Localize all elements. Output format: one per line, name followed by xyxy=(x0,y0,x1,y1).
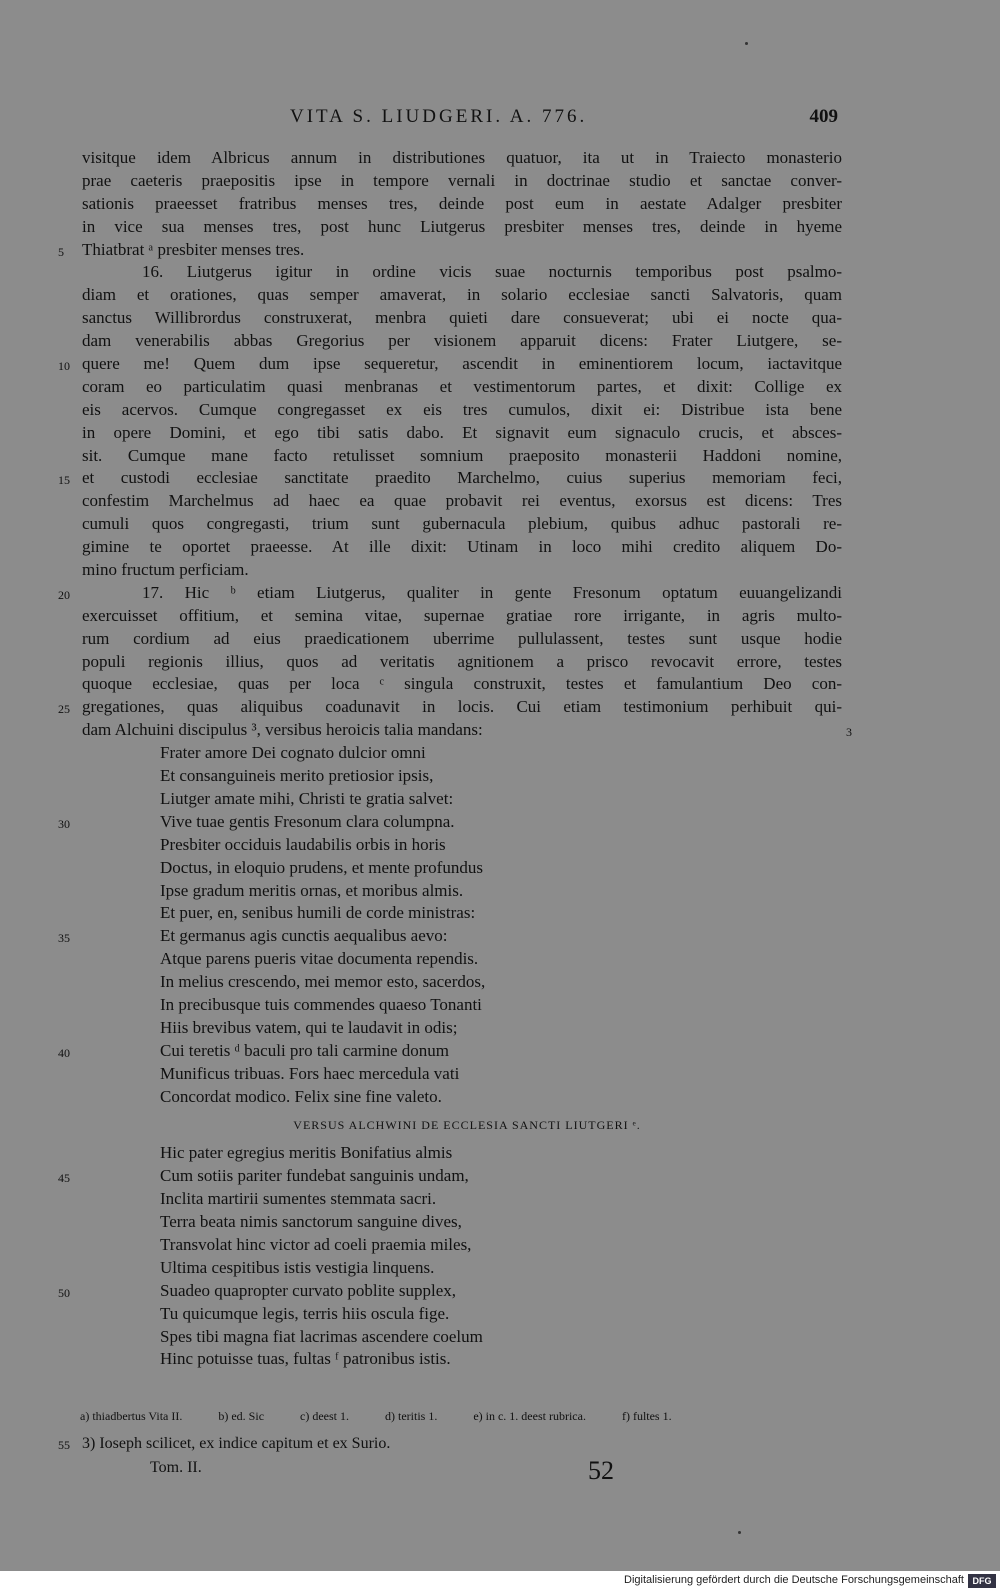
line-text: Liutger amate mihi, Christi te gratia salvet: xyxy=(160,788,454,808)
line-text: et custodi ecclesiae sanctitate praedito Marchelmo, cuius superius memoriam feci, xyxy=(82,468,842,488)
text-line xyxy=(82,719,852,742)
digitization-footer xyxy=(0,1571,1000,1591)
verse-line xyxy=(58,811,842,834)
footnote-3 xyxy=(58,1435,391,1453)
verse-line xyxy=(82,902,842,925)
footnote: d) teritis 1. xyxy=(385,1409,438,1423)
line-text: In precibusque tuis commendes quaeso Tonanti xyxy=(160,994,482,1014)
line-text: Suadeo quapropter curvato poblite supplex, xyxy=(160,1280,457,1300)
footnote: c) deest 1. xyxy=(300,1409,349,1423)
line-text: Hiis brevibus vatem, qui te laudavit in odis; xyxy=(160,1017,458,1037)
text-line xyxy=(58,239,842,262)
line-number: 50 xyxy=(58,1285,70,1300)
line-text: Cui teretis ᵈ baculi pro tali carmine donum xyxy=(160,1040,450,1060)
verse-line xyxy=(82,765,842,788)
text-line xyxy=(82,513,842,536)
footnote: f) fultes 1. xyxy=(621,1409,672,1423)
text-line xyxy=(82,651,842,674)
verse-line xyxy=(82,1303,842,1326)
line-text: quoque ecclesiae, quas per loca ᶜ singula construxit, testes et famulantium Deo con- xyxy=(82,674,842,694)
verse-line xyxy=(82,1017,842,1040)
line-number: 45 xyxy=(58,1171,70,1186)
dfg-logo-icon: DFG xyxy=(968,1574,996,1588)
verse-line xyxy=(82,788,842,811)
verse-line xyxy=(58,1040,842,1063)
text-line xyxy=(58,696,842,719)
verse-line xyxy=(82,857,842,880)
verse-line xyxy=(82,1326,842,1349)
footnotes xyxy=(80,1409,840,1424)
text-line xyxy=(82,170,842,193)
text-line xyxy=(82,330,842,353)
text-line xyxy=(58,353,842,376)
line-text: 16. Liutgerus igitur in ordine vicis suae nocturnis temporibus post psalmo- xyxy=(142,262,842,282)
text-line xyxy=(82,307,842,330)
line-text: Inclita martirii sumentes stemmata sacri. xyxy=(160,1189,437,1209)
text-line xyxy=(58,467,842,490)
line-number: 35 xyxy=(58,931,70,946)
line-text: dam venerabilis abbas Gregorius per visionem apparuit dicens: Frater Liutgere, se- xyxy=(82,331,842,351)
verse-line xyxy=(82,1086,842,1109)
running-title: VITA S. LIUDGERI. A. 776. xyxy=(290,106,588,127)
verse-line xyxy=(82,1257,842,1280)
speck xyxy=(738,1531,741,1534)
verse-line xyxy=(58,1280,842,1303)
line-text: Presbiter occiduis laudabilis orbis in horis xyxy=(160,834,446,854)
line-number: 5 xyxy=(58,244,64,259)
line-text: exercuisset offitium, et semina vitae, supernae gratiae rore irrigante, in agris multo- xyxy=(82,605,842,625)
line-text: populi regionis illius, quos ad veritatis agnitionem a prisco revocavit errore, testes xyxy=(82,651,842,671)
text-line xyxy=(82,422,842,445)
line-text: sit. Cumque mane facto retulisset somnium praeposito monasterii Haddoni nomine, xyxy=(82,445,842,465)
text-line xyxy=(82,628,842,651)
footnote: e) in c. 1. deest rubrica. xyxy=(473,1409,586,1423)
verse-line xyxy=(82,742,842,765)
footer-text: Digitalisierung gefördert durch die Deutsche Forschungsgemeinschaft xyxy=(624,1574,964,1586)
line-text: Hic pater egregius meritis Bonifatius almis xyxy=(160,1143,453,1163)
line-number: 15 xyxy=(58,473,70,488)
line-text: Thiatbrat ᵃ presbiter menses tres. xyxy=(82,239,305,259)
main-text xyxy=(58,147,852,1371)
verse-line xyxy=(82,1348,842,1371)
text-line xyxy=(82,399,842,422)
text-line xyxy=(82,216,842,239)
line-text: gregationes, quas aliquibus coadunavit in locis. Cui etiam testimonium perhibuit qui- xyxy=(82,697,842,717)
footnote: b) ed. Sic xyxy=(218,1409,265,1423)
verse-line xyxy=(82,948,842,971)
text-line xyxy=(82,605,842,628)
text-line xyxy=(82,376,842,399)
line-text: Frater amore Dei cognato dulcior omni xyxy=(160,743,426,763)
line-text: Vive tuae gentis Fresonum clara columpna. xyxy=(160,811,455,831)
line-text: confestim Marchelmus ad haec ea quae probavit rei eventus, exorsus est dicens: Tres xyxy=(82,491,842,511)
line-text: Ultima cespitibus istis vestigia linquens. xyxy=(160,1257,435,1277)
line-text: Spes tibi magna fiat lacrimas ascendere coelum xyxy=(160,1326,483,1346)
line-number: 10 xyxy=(58,359,70,374)
line-number: 25 xyxy=(58,702,70,717)
text-line xyxy=(58,582,842,605)
line-text: in opere Domini, et ego tibi satis dabo. Et signavit eum signaculo crucis, et absces- xyxy=(82,422,842,442)
rubric-heading: VERSUS ALCHWINI DE ECCLESIA SANCTI LIUTGERI ᵉ. xyxy=(293,1118,641,1133)
verse-line xyxy=(82,1142,842,1165)
line-text: in vice sua menses tres, post hunc Liutgerus presbiter menses tres, deinde in hyeme xyxy=(82,216,842,236)
footnote-3-text: 3) Ioseph scilicet, ex indice capitum et ex Surio. xyxy=(82,1435,391,1452)
line-text: sanctus Willibrordus construxerat, menbra quieti dare consueverat; ubi ei nocte qua- xyxy=(82,308,842,328)
text-line xyxy=(82,490,842,513)
line-number: 30 xyxy=(58,816,70,831)
verse-line xyxy=(58,1165,842,1188)
verse-line xyxy=(82,880,842,903)
line-text: coram eo particulatim quasi menbranas et vestimentorum partes, et dixit: Collige ex xyxy=(82,376,842,396)
line-text: gimine te oportet praeesse. At ille dixit: Utinam in loco mihi credito aliquem Do- xyxy=(82,537,842,557)
verse-line xyxy=(82,1188,842,1211)
line-text: Et consanguineis merito pretiosior ipsis, xyxy=(160,766,434,786)
margin-note-number: 3 xyxy=(846,725,852,740)
verse-line xyxy=(82,1234,842,1257)
text-line xyxy=(82,261,842,284)
line-text: rum cordium ad eius praedicationem uberrime pullulassent, testes sunt usque hodie xyxy=(82,628,842,648)
line-number: 40 xyxy=(58,1045,70,1060)
verse-line xyxy=(82,834,842,857)
line-text: quere me! Quem dum ipse sequeretur, ascendit in eminentiorem locum, iactavitque xyxy=(82,354,842,374)
text-line xyxy=(82,193,842,216)
footnote: a) thiadbertus Vita II. xyxy=(80,1409,183,1423)
volume-mark: Tom. II. xyxy=(150,1459,202,1476)
line-text: Munificus tribuas. Fors haec mercedula vati xyxy=(160,1063,460,1083)
line-text: mino fructum perficiam. xyxy=(82,560,249,580)
speck xyxy=(745,42,748,45)
text-line xyxy=(82,559,842,582)
line-number: 20 xyxy=(58,587,70,602)
line-text: In melius crescendo, mei memor esto, sacerdos, xyxy=(160,972,486,992)
page-number: 409 xyxy=(809,106,838,127)
line-text: diam et orationes, quas semper amaverat, in solario ecclesiae sancti Salvatoris, quam xyxy=(82,285,842,305)
line-text: Ipse gradum meritis ornas, et moribus almis. xyxy=(160,880,464,900)
line-text: Doctus, in eloquio prudens, et mente profundus xyxy=(160,857,483,877)
line-text: Et germanus agis cunctis aequalibus aevo: xyxy=(160,926,448,946)
line-text: eis acervos. Cumque congregasset ex eis tres cumulos, dixit ei: Distribue ista bene xyxy=(82,399,842,419)
line-text: sationis praeesset fratribus menses tres, deinde post eum in aestate Adalger presbiter xyxy=(82,193,842,213)
line-text: dam Alchuini discipulus ³, versibus heroicis talia mandans: xyxy=(82,720,483,740)
text-line xyxy=(82,673,842,696)
line-text: Et puer, en, senibus humili de corde ministras: xyxy=(160,903,476,923)
text-line xyxy=(82,147,842,170)
line-text: cumuli quos congregasti, trium sunt gubernacula plebium, quibus adhuc pastorali re- xyxy=(82,514,842,534)
signature-mark: 52 xyxy=(588,1456,614,1485)
verse-line xyxy=(82,994,842,1017)
line-text: Atque parens pueris vitae documenta rependis. xyxy=(160,949,479,969)
line-text: Transvolat hinc victor ad coeli praemia miles, xyxy=(160,1234,472,1254)
line-text: prae caeteris praepositis ipse in tempore vernali in doctrinae studio et sanctae conver- xyxy=(82,170,842,190)
line-text: Concordat modico. Felix sine fine valeto. xyxy=(160,1086,442,1106)
line-text: Tu quicumque legis, terris hiis oscula fige. xyxy=(160,1303,450,1323)
line-text: 17. Hic ᵇ etiam Liutgerus, qualiter in gente Fresonum optatum euuangelizandi xyxy=(142,582,842,602)
line-text: Cum sotiis pariter fundebat sanguinis undam, xyxy=(160,1166,469,1186)
line-text: visitque idem Albricus annum in distributiones quatuor, ita ut in Traiecto monasterio xyxy=(82,148,842,167)
text-line xyxy=(82,284,842,307)
line-text: Hinc potuisse tuas, fultas ᶠ patronibus istis. xyxy=(160,1349,451,1369)
verse-line xyxy=(82,1211,842,1234)
verse-line xyxy=(82,971,842,994)
text-line xyxy=(82,445,842,468)
line-text: Terra beata nimis sanctorum sanguine dives, xyxy=(160,1212,462,1232)
text-line xyxy=(82,536,842,559)
verse-line xyxy=(82,1063,842,1086)
line-number: 55 xyxy=(58,1438,70,1452)
verse-line xyxy=(58,925,842,948)
